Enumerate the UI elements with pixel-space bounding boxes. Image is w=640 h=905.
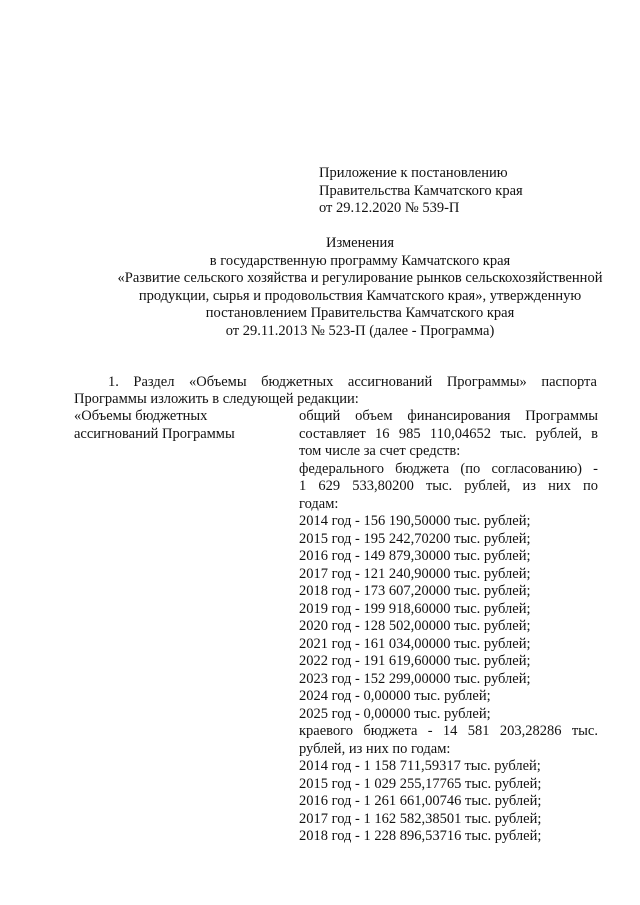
- total-funding-line: составляет 16 985 110,04652 тыс. рублей, в: [299, 425, 598, 442]
- federal-budget-line: федерального бюджета (по согласованию) -: [299, 460, 598, 477]
- regional-year-line: 2018 год - 1 228 896,53716 тыс. рублей;: [299, 828, 542, 844]
- title-line: продукции, сырья и продовольствия Камчатского края», утвержденную: [138, 287, 582, 304]
- federal-year-line: 2014 год - 156 190,50000 тыс. рублей;: [299, 513, 531, 529]
- total-funding-line: общий объем финансирования Программы: [299, 408, 598, 424]
- title-line: от 29.11.2013 № 523-П (далее - Программа): [225, 322, 495, 339]
- regional-year-line: 2014 год - 1 158 711,59317 тыс. рублей;: [299, 758, 541, 774]
- federal-year-line: 2016 год - 149 879,30000 тыс. рублей;: [299, 548, 531, 564]
- appendix-line: Приложение к постановлению: [319, 165, 508, 181]
- regional-year-line: 2015 год - 1 029 255,17765 тыс. рублей;: [299, 775, 542, 792]
- table-right-cell: [299, 408, 598, 846]
- paragraph-line: 1. Раздел «Объемы бюджетных ассигнований Программы» паспорта: [108, 374, 597, 390]
- federal-year-line: 2017 год - 121 240,90000 тыс. рублей;: [299, 565, 531, 582]
- federal-year-line: 2022 год - 191 619,60000 тыс. рублей;: [299, 653, 531, 669]
- title-heading: Изменения: [326, 235, 394, 251]
- regional-years-list: [299, 758, 598, 846]
- total-funding-line: том числе за счет средств:: [299, 443, 461, 459]
- regional-year-line: 2016 год - 1 261 661,00746 тыс. рублей;: [299, 793, 542, 809]
- paragraph-1: [74, 374, 597, 409]
- federal-year-line: 2020 год - 128 502,00000 тыс. рублей;: [299, 618, 531, 634]
- regional-budget-line: краевого бюджета - 14 581 203,28286 тыс.: [299, 723, 598, 739]
- regional-year-line: 2017 год - 1 162 582,38501 тыс. рублей;: [299, 810, 542, 827]
- federal-years-list: [299, 513, 598, 723]
- federal-year-line: 2023 год - 152 299,00000 тыс. рублей;: [299, 670, 531, 687]
- federal-year-line: 2019 год - 199 918,60000 тыс. рублей;: [299, 600, 531, 617]
- federal-year-line: 2025 год - 0,00000 тыс. рублей;: [299, 705, 491, 722]
- appendix-header: [319, 165, 619, 218]
- appendix-line: от 29.12.2020 № 539-П: [319, 200, 460, 216]
- federal-budget-line: годам:: [299, 495, 339, 512]
- federal-year-line: 2015 год - 195 242,70200 тыс. рублей;: [299, 530, 531, 547]
- regional-budget-line: рублей, из них по годам:: [299, 740, 451, 757]
- paragraph-line: Программы изложить в следующей редакции:: [74, 391, 359, 408]
- federal-year-line: 2024 год - 0,00000 тыс. рублей;: [299, 688, 491, 704]
- title-line: в государственную программу Камчатского края: [209, 252, 511, 269]
- title-line: постановлением Правительства Камчатского края: [205, 305, 515, 321]
- row-label-line: ассигнований Программы: [74, 425, 235, 442]
- federal-year-line: 2021 год - 161 034,00000 тыс. рублей;: [299, 635, 531, 652]
- title-line: «Развитие сельского хозяйства и регулирование рынков сельскохозяйственной: [117, 270, 603, 286]
- table-left-cell: [74, 408, 294, 443]
- row-label-line: «Объемы бюджетных: [74, 408, 208, 424]
- appendix-line: Правительства Камчатского края: [319, 182, 523, 199]
- federal-year-line: 2018 год - 173 607,20000 тыс. рублей;: [299, 583, 531, 599]
- federal-budget-line: 1 629 533,80200 тыс. рублей, из них по: [299, 478, 598, 494]
- document-title: [60, 235, 640, 340]
